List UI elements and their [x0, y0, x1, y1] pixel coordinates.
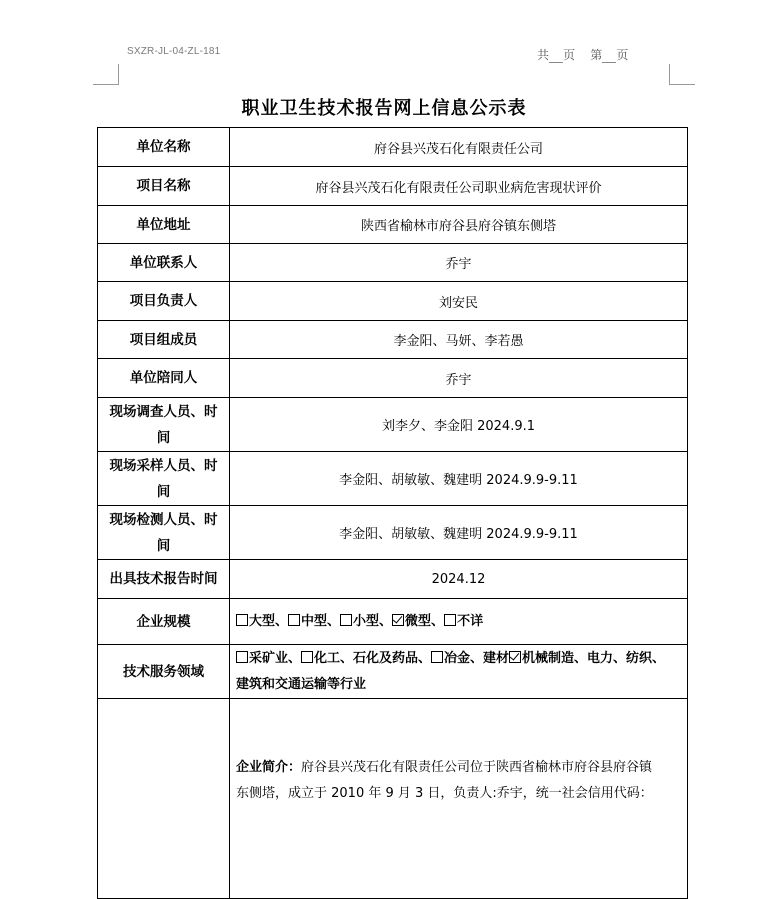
table-row: [98, 560, 688, 599]
company-intro: [230, 699, 688, 899]
row-label: 单位地址: [98, 206, 230, 244]
row-label-line1: 现场检测人员、时: [109, 511, 218, 528]
scale-label: 企业规模: [98, 599, 230, 645]
intro-heading: 企业简介：: [236, 760, 302, 775]
page-title: 职业卫生技术报告网上信息公示表: [241, 98, 527, 119]
row-label-line1: 现场调查人员、时: [109, 403, 218, 420]
table-row: [98, 128, 688, 167]
checkbox-unknown[interactable]: [444, 614, 456, 626]
checkbox-mining[interactable]: [236, 651, 248, 663]
table-row: [98, 699, 688, 899]
service-options: [230, 645, 688, 699]
corner-mark-left: [93, 64, 119, 85]
row-label: 单位名称: [98, 128, 230, 167]
row-value: 李金阳、马妍、李若愚: [230, 321, 688, 359]
table-row: [98, 206, 688, 244]
page-unit: 页: [616, 48, 629, 62]
row-label: 单位联系人: [98, 244, 230, 282]
checkbox-chemical[interactable]: [301, 651, 313, 663]
table-row: [98, 452, 688, 506]
page-prefix: 第: [590, 48, 603, 62]
row-label: 项目名称: [98, 167, 230, 206]
total-blank: [549, 50, 563, 63]
page-counter: [537, 46, 628, 63]
corner-mark-right: [669, 64, 695, 85]
option-large: 大型、: [249, 613, 289, 629]
row-value: 刘安民: [230, 282, 688, 321]
row-label-line1: 现场采样人员、时: [109, 457, 218, 474]
row-label: [98, 398, 230, 452]
service-label: 技术服务领域: [98, 645, 230, 699]
row-label: [98, 452, 230, 506]
row-label: [98, 506, 230, 560]
total-prefix: 共: [537, 48, 550, 62]
row-value: 陕西省榆林市府谷县府谷镇东侧塔: [230, 206, 688, 244]
row-value: 李金阳、胡敏敏、魏建明 2024.9.9-9.11: [230, 452, 688, 506]
option-micro: 微型、: [405, 613, 445, 629]
table-row: [98, 599, 688, 645]
intro-text-line1: 府谷县兴茂石化有限责任公司位于陕西省榆林市府谷县府谷镇: [301, 760, 653, 775]
page-blank: [602, 50, 616, 63]
table-row: [98, 359, 688, 398]
row-value: 2024.12: [230, 560, 688, 599]
info-table: [97, 127, 688, 899]
table-row: [98, 244, 688, 282]
checkbox-metallurgy[interactable]: [431, 651, 443, 663]
row-label: 出具技术报告时间: [98, 560, 230, 599]
total-unit: 页: [563, 48, 576, 62]
row-value: 刘李夕、李金阳 2024.9.1: [230, 398, 688, 452]
option-unknown: 不详: [457, 613, 484, 629]
table-row: [98, 398, 688, 452]
option-machinery: 机械制造、电力、纺织、: [522, 650, 666, 666]
row-value: 李金阳、胡敏敏、魏建明 2024.9.9-9.11: [230, 506, 688, 560]
option-construction: 建筑和交通运输等行业: [236, 676, 367, 692]
row-value: 乔宇: [230, 359, 688, 398]
row-label: 单位陪同人: [98, 359, 230, 398]
intro-label-cell: [98, 699, 230, 899]
row-value: 府谷县兴茂石化有限责任公司: [230, 128, 688, 167]
row-label-line2: 间: [156, 483, 171, 500]
row-value: 府谷县兴茂石化有限责任公司职业病危害现状评价: [230, 167, 688, 206]
row-label-line2: 间: [156, 429, 171, 446]
option-chemical: 化工、石化及药品、: [314, 650, 432, 666]
option-metallurgy: 冶金、建材: [444, 650, 510, 666]
option-small: 小型、: [353, 613, 393, 629]
option-mining: 采矿业、: [249, 650, 302, 666]
checkbox-machinery-checked[interactable]: [509, 651, 521, 663]
checkbox-small[interactable]: [340, 614, 352, 626]
scale-options: [230, 599, 688, 645]
table-row: [98, 645, 688, 699]
table-row: [98, 282, 688, 321]
row-label: 项目组成员: [98, 321, 230, 359]
document-code: SXZR-JL-04-ZL-181: [127, 46, 221, 57]
checkbox-medium[interactable]: [288, 614, 300, 626]
checkbox-micro-checked[interactable]: [392, 614, 404, 626]
table-row: [98, 321, 688, 359]
checkbox-large[interactable]: [236, 614, 248, 626]
row-value: 乔宇: [230, 244, 688, 282]
intro-text-line2: 东侧塔，成立于 2010 年 9 月 3 日，负责人:乔宇，统一社会信用代码：: [236, 786, 653, 801]
row-label-line2: 间: [156, 537, 171, 554]
table-row: [98, 167, 688, 206]
row-label: 项目负责人: [98, 282, 230, 321]
table-row: [98, 506, 688, 560]
option-medium: 中型、: [301, 613, 341, 629]
